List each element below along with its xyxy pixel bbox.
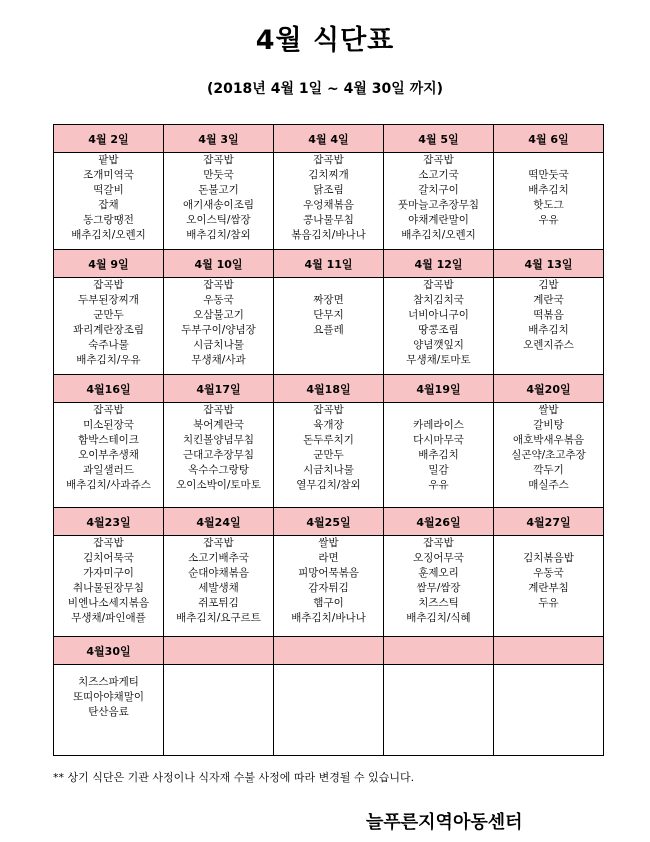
menu-item: 세발생채 xyxy=(198,582,239,594)
menu-item: 닭조림 xyxy=(313,184,344,196)
menu-item: 오삼불고기 xyxy=(193,309,244,321)
menu-item: 잡곡밥 xyxy=(203,279,234,291)
date-cell: 4월26일 xyxy=(384,508,494,536)
menu-item: 육개장 xyxy=(313,419,344,431)
menu-item: 단무지 xyxy=(313,309,344,321)
date-cell: 4월 5일 xyxy=(384,125,494,153)
menu-cell xyxy=(494,665,604,756)
menu-item xyxy=(494,153,603,168)
menu-item: 돈불고기 xyxy=(198,184,239,196)
menu-row xyxy=(54,403,604,508)
menu-cell xyxy=(274,153,384,250)
menu-table-body xyxy=(54,125,604,756)
menu-item xyxy=(494,228,603,243)
menu-item: 떡갈비 xyxy=(93,184,124,196)
date-cell: 4월16일 xyxy=(54,375,164,403)
date-cell: 4월 9일 xyxy=(54,250,164,278)
menu-item: 두부된장찌개 xyxy=(78,294,139,306)
menu-item: 매실주스 xyxy=(528,479,569,491)
date-row xyxy=(54,508,604,536)
menu-item: 오징어무국 xyxy=(413,552,464,564)
date-cell xyxy=(494,637,604,665)
menu-item: 배추김치/식혜 xyxy=(406,612,471,624)
menu-item: 소고기국 xyxy=(418,169,459,181)
date-cell: 4월 12일 xyxy=(384,250,494,278)
menu-item: 과일샐러드 xyxy=(83,464,134,476)
menu-item: 쌈무/쌈장 xyxy=(416,582,461,594)
menu-item: 만둣국 xyxy=(203,169,234,181)
menu-item xyxy=(274,338,383,353)
menu-item: 무생채/토마토 xyxy=(406,354,471,366)
menu-item: 우유 xyxy=(538,214,559,226)
date-cell: 4월20일 xyxy=(494,375,604,403)
menu-item xyxy=(494,536,603,551)
menu-item: 양념깻잎지 xyxy=(413,339,464,351)
menu-cell xyxy=(384,403,494,508)
date-cell xyxy=(164,637,274,665)
menu-item: 소고기배추국 xyxy=(188,552,249,564)
menu-cell xyxy=(274,665,384,756)
menu-item: 근대고추장무침 xyxy=(182,449,254,461)
menu-item: 두부구이/양념장 xyxy=(181,324,256,336)
menu-item: 조개미역국 xyxy=(83,169,134,181)
date-cell: 4월24일 xyxy=(164,508,274,536)
menu-cell xyxy=(164,665,274,756)
menu-item: 배추김치/오렌지 xyxy=(71,229,146,241)
date-cell: 4월 11일 xyxy=(274,250,384,278)
date-cell: 4월17일 xyxy=(164,375,274,403)
menu-item xyxy=(274,278,383,293)
menu-row xyxy=(54,665,604,756)
menu-item: 잡곡밥 xyxy=(423,154,454,166)
menu-item: 무생채/사과 xyxy=(191,354,246,366)
menu-item: 배추김치/요구르트 xyxy=(176,612,261,624)
menu-item: 계란국 xyxy=(533,294,564,306)
menu-cell xyxy=(384,153,494,250)
date-cell: 4월 4일 xyxy=(274,125,384,153)
menu-item: 배추김치/참외 xyxy=(186,229,251,241)
menu-item: 라면 xyxy=(318,552,339,564)
menu-cell xyxy=(164,403,274,508)
menu-item: 피망어묵볶음 xyxy=(298,567,359,579)
menu-item: 열무김치/참외 xyxy=(296,479,361,491)
menu-item xyxy=(494,611,603,626)
menu-item: 탄산음료 xyxy=(88,706,129,718)
menu-item: 오렌지쥬스 xyxy=(523,339,574,351)
menu-cell xyxy=(494,403,604,508)
menu-item: 배추김치/사과쥬스 xyxy=(66,479,151,491)
menu-item: 오이부추생채 xyxy=(78,449,139,461)
menu-item: 카레라이스 xyxy=(413,419,464,431)
date-cell: 4월 13일 xyxy=(494,250,604,278)
menu-item: 오이소박이/토마토 xyxy=(176,479,261,491)
date-cell: 4월18일 xyxy=(274,375,384,403)
menu-item: 짜장면 xyxy=(313,294,344,306)
date-cell xyxy=(384,637,494,665)
menu-item: 갈비탕 xyxy=(533,419,564,431)
menu-item: 무생채/파인애플 xyxy=(71,612,146,624)
menu-item: 시금치나물 xyxy=(303,464,354,476)
menu-item: 김치어묵국 xyxy=(83,552,134,564)
menu-cell xyxy=(274,403,384,508)
menu-item: 콩나물무침 xyxy=(303,214,354,226)
date-row xyxy=(54,375,604,403)
menu-item: 함박스테이크 xyxy=(78,434,139,446)
menu-table xyxy=(53,124,604,756)
menu-item: 참치김치국 xyxy=(413,294,464,306)
menu-cell xyxy=(164,278,274,375)
date-cell: 4월30일 xyxy=(54,637,164,665)
menu-item: 야채계란말이 xyxy=(408,214,469,226)
menu-item: 땅콩조림 xyxy=(418,324,459,336)
menu-cell xyxy=(274,278,384,375)
menu-cell xyxy=(54,665,164,756)
menu-item: 배추김치/바나나 xyxy=(291,612,366,624)
date-row xyxy=(54,250,604,278)
menu-item: 햄구이 xyxy=(313,597,344,609)
menu-item: 미소된장국 xyxy=(83,419,134,431)
menu-cell xyxy=(384,665,494,756)
menu-cell xyxy=(384,278,494,375)
menu-item: 감자튀김 xyxy=(308,582,349,594)
menu-cell xyxy=(54,278,164,375)
menu-item xyxy=(494,353,603,368)
menu-item: 잡곡밥 xyxy=(423,537,454,549)
date-cell: 4월23일 xyxy=(54,508,164,536)
menu-item: 핫도그 xyxy=(533,199,564,211)
menu-item: 잡곡밥 xyxy=(313,404,344,416)
menu-item: 옥수수그랑탕 xyxy=(188,464,249,476)
menu-item: 잡곡밥 xyxy=(93,537,124,549)
menu-cell xyxy=(274,536,384,637)
menu-cell xyxy=(54,536,164,637)
menu-item: 떡볶음 xyxy=(533,309,564,321)
date-cell: 4월 3일 xyxy=(164,125,274,153)
menu-item: 배추김치/우유 xyxy=(76,354,141,366)
center-name: 늘푸른지역아동센터 xyxy=(366,812,523,833)
menu-item: 우유 xyxy=(428,479,449,491)
menu-item: 우엉채볶음 xyxy=(303,199,354,211)
menu-item: 잡곡밥 xyxy=(93,404,124,416)
menu-item: 시금치나물 xyxy=(193,339,244,351)
menu-cell xyxy=(54,153,164,250)
menu-item: 잡곡밥 xyxy=(93,279,124,291)
menu-item: 배추김치/오렌지 xyxy=(401,229,476,241)
date-cell: 4월25일 xyxy=(274,508,384,536)
page-title: 4월 식단표 xyxy=(255,25,395,56)
menu-item: 치즈스파게티 xyxy=(78,676,139,688)
menu-item: 순대야채볶음 xyxy=(188,567,249,579)
date-cell: 4월 6일 xyxy=(494,125,604,153)
menu-item: 요플레 xyxy=(313,324,344,336)
menu-row xyxy=(54,153,604,250)
menu-item: 배추김치 xyxy=(418,449,459,461)
date-row xyxy=(54,125,604,153)
menu-item: 너비아니구이 xyxy=(408,309,469,321)
menu-item: 잡곡밥 xyxy=(423,279,454,291)
menu-item: 치즈스틱 xyxy=(418,597,459,609)
menu-item: 실곤약/초고추장 xyxy=(511,449,586,461)
menu-item: 깍두기 xyxy=(533,464,564,476)
menu-item: 애호박새우볶음 xyxy=(512,434,584,446)
date-cell: 4월19일 xyxy=(384,375,494,403)
menu-row xyxy=(54,536,604,637)
menu-item: 쌀밥 xyxy=(318,537,339,549)
menu-item: 훈제오리 xyxy=(418,567,459,579)
menu-item: 잡곡밥 xyxy=(203,404,234,416)
menu-cell xyxy=(164,536,274,637)
menu-item: 팥밥 xyxy=(98,154,119,166)
menu-item: 군만두 xyxy=(313,449,344,461)
menu-cell xyxy=(494,278,604,375)
menu-item: 꽈리계란장조림 xyxy=(72,324,144,336)
menu-item: 취나물된장무침 xyxy=(72,582,144,594)
notice-text: ** 상기 식단은 기관 사정이나 식자재 수불 사정에 따라 변경될 수 있습니다. xyxy=(53,771,415,784)
menu-item: 잡곡밥 xyxy=(313,154,344,166)
menu-item: 풋마늘고추장무침 xyxy=(397,199,480,211)
menu-item: 북어계란국 xyxy=(193,419,244,431)
menu-item: 갈치구이 xyxy=(418,184,459,196)
menu-item: 두유 xyxy=(538,597,559,609)
date-cell: 4월 2일 xyxy=(54,125,164,153)
date-range: (2018년 4월 1일 ~ 4월 30일 까지) xyxy=(206,81,444,97)
menu-item: 돈두루치기 xyxy=(303,434,354,446)
menu-cell xyxy=(384,536,494,637)
menu-item: 다시마무국 xyxy=(413,434,464,446)
menu-cell xyxy=(54,403,164,508)
menu-item: 김치볶음밥 xyxy=(523,552,574,564)
menu-item: 치킨볼양념무침 xyxy=(182,434,254,446)
date-row xyxy=(54,637,604,665)
menu-cell xyxy=(494,153,604,250)
menu-item: 밀감 xyxy=(428,464,449,476)
menu-item: 김밥 xyxy=(538,279,559,291)
menu-item xyxy=(384,403,493,418)
menu-item: 가자미구이 xyxy=(83,567,134,579)
menu-item: 우동국 xyxy=(203,294,234,306)
date-cell xyxy=(274,637,384,665)
menu-cell xyxy=(164,153,274,250)
menu-item: 군만두 xyxy=(93,309,124,321)
menu-item: 배추김치 xyxy=(528,184,569,196)
menu-cell xyxy=(494,536,604,637)
menu-item: 볶음김치/바나나 xyxy=(291,229,366,241)
menu-item: 동그랑땡전 xyxy=(83,214,134,226)
menu-item xyxy=(274,353,383,368)
menu-item: 계란부침 xyxy=(528,582,569,594)
menu-item: 숙주나물 xyxy=(88,339,129,351)
menu-item: 우동국 xyxy=(533,567,564,579)
menu-item: 오이스틱/쌈장 xyxy=(186,214,251,226)
menu-item: 잡채 xyxy=(98,199,119,211)
menu-item: 김치찌개 xyxy=(308,169,349,181)
menu-item: 애기새송이조림 xyxy=(182,199,254,211)
menu-item: 비엔나소세지볶음 xyxy=(67,597,150,609)
menu-item: 잡곡밥 xyxy=(203,154,234,166)
date-cell: 4월 10일 xyxy=(164,250,274,278)
menu-item: 떡만둣국 xyxy=(528,169,569,181)
date-cell: 4월27일 xyxy=(494,508,604,536)
menu-item: 쌀밥 xyxy=(538,404,559,416)
menu-item: 또띠아야채말이 xyxy=(72,691,144,703)
menu-item: 쥐포튀김 xyxy=(198,597,239,609)
menu-row xyxy=(54,278,604,375)
menu-item: 잡곡밥 xyxy=(203,537,234,549)
menu-item: 배추김치 xyxy=(528,324,569,336)
